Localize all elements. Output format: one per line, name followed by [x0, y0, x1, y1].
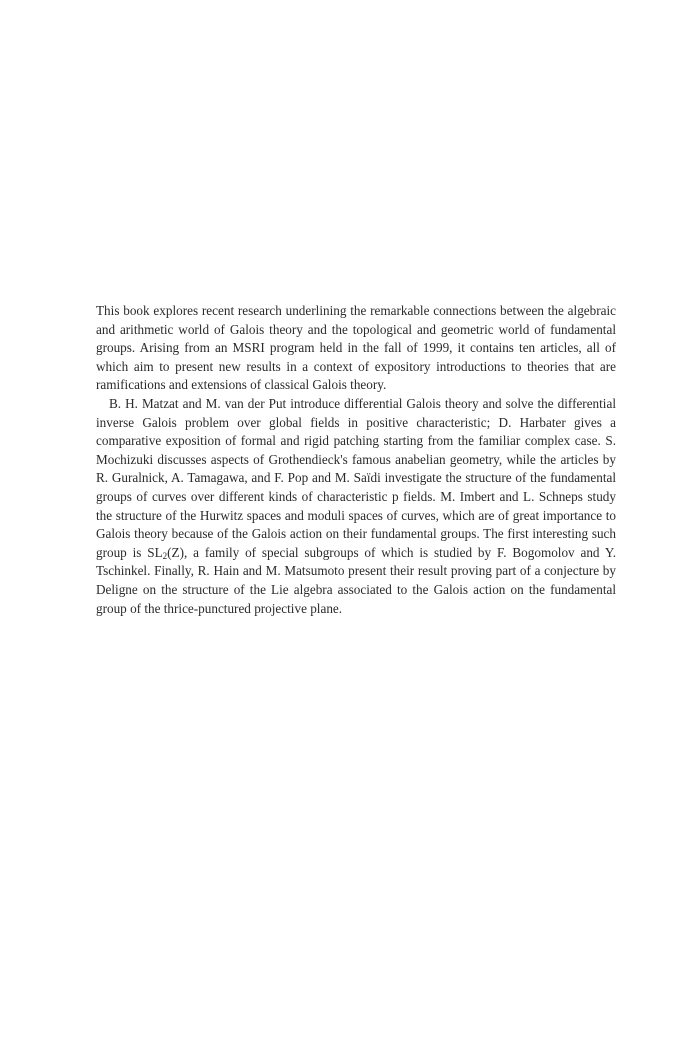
paragraph-contents: [96, 395, 616, 618]
paragraph-intro: This book explores recent research underlining the remarkable connections between the algebraic and arithmetic world of Galois theory and the topological and geometric world of fundamental groups. Arising from an MSRI program held in the fall of 1999, it contains ten articles, all of which aim to present new results in a context of expository introductions to theories that are ramifications and extensions of classical Galois theory.: [96, 303, 616, 393]
book-description: [96, 302, 616, 618]
subscript-2: 2: [162, 550, 168, 561]
paragraph-contents-part-2: (Z), a family of special subgroups of which is studied by F. Bogomolov and Y. Tschinkel. Finally, R. Hain and M. Matsumoto present their result proving part of a conjecture by Deligne on the structure of the Lie algebra associated to the Galois action on the fundamental group of the thrice-punctured projective plane.: [96, 544, 616, 616]
paragraph-contents-part-1: B. H. Matzat and M. van der Put introduce differential Galois theory and solve the differential inverse Galois problem over global fields in positive characteristic; D. Harbater gives a comparative exposition of formal and rigid patching starting from the familiar complex case. S. Mochizuki discusses aspects of Grothendieck's famous anabelian geometry, while the articles by R. Guralnick, A. Tamagawa, and F. Pop and M. Saïdi investigate the structure of the fundamental groups of curves over different kinds of characteristic p fields. M. Imbert and L. Schneps study the structure of the Hurwitz spaces and moduli spaces of curves, which are of great importance to Galois theory because of the Galois action on their fundamental groups. The first interesting such group is SL: [96, 395, 616, 560]
